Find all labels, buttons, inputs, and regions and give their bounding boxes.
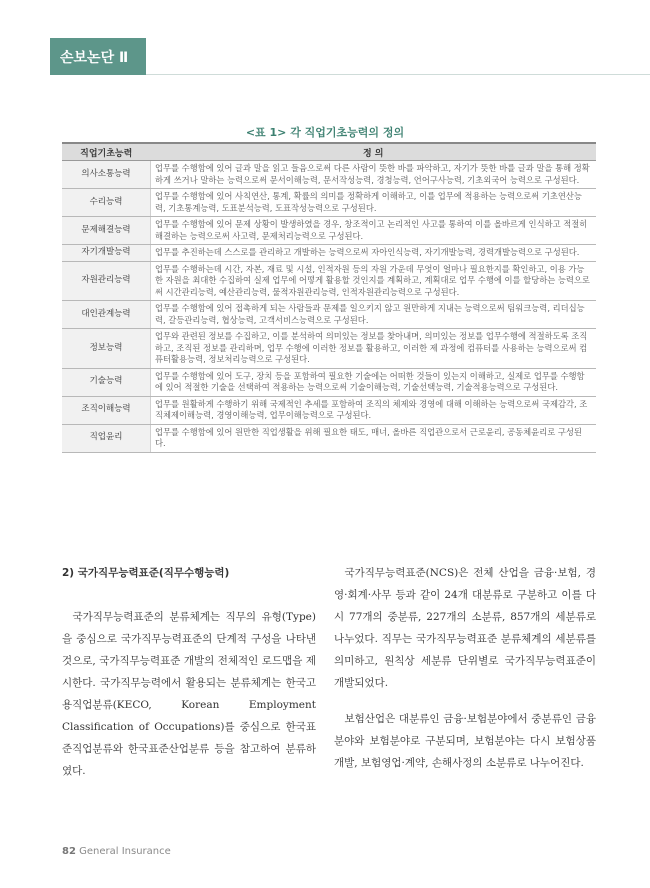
ability-name: 조직이해능력 (62, 396, 151, 424)
table-row (62, 161, 596, 189)
table-row (62, 261, 596, 301)
ability-name: 대인관계능력 (62, 301, 151, 329)
ability-name: 의사소통능력 (62, 161, 151, 189)
ability-definition: 업무를 원활하게 수행하기 위해 국제적인 추세를 포함하여 조직의 체제와 경영에 대해 이해하는 능력으로써 국제감각, 조직체제이해능력, 경영이해능력, 업무이해능력으로 구성된다. (151, 396, 597, 424)
page-footer (62, 846, 171, 857)
ability-definition: 업무를 수행함에 있어 글과 말을 읽고 들음으로써 다른 사람이 뜻한 바를 파악하고, 자기가 뜻한 바를 글과 말을 통해 정확하게 쓰거나 말하는 능력으로써 문서이해능력, 문서작성능력, 경청능력, 언어구사능력, 기초외국어 능력으로 구성된다. (151, 161, 597, 189)
column-header-ability: 직업기초능력 (62, 143, 151, 161)
table-row (62, 217, 596, 245)
body-paragraph: 국가직무능력표준의 분류체계는 직무의 유형(Type)을 중심으로 국가직무능력표준의 단계적 구성을 나타낸 것으로, 국가직무능력표준 개발의 전체적인 로드맵을 제시한다. 국가직무능력에서 활용되는 분류체계는 한국고용직업분류(KECO, Korean Employment Classification of Occupations)를 중심으로 한국표준직업분류와 한국표준산업분류 등을 참고하여 분류하였다. (62, 611, 316, 777)
ability-definition: 업무를 수행함에 있어 문제 상황이 발생하였을 경우, 창조적이고 논리적인 사고를 통하여 이를 올바르게 인식하고 적절히 해결하는 능력으로써 사고력, 문제처리능력으로 구성된다. (151, 217, 597, 245)
body-paragraph: 보험산업은 대분류인 금융·보험분야에서 중분류인 금융분야와 보험분야로 구분되며, 보험분야는 다시 보험상품개발, 보험영업·계약, 손해사정의 소분류로 나누어진다. (334, 713, 596, 769)
ability-definition: 업무와 관련된 정보를 수집하고, 이를 분석하여 의미있는 정보를 찾아내며, 의미있는 정보를 업무수행에 적절하도록 조직하고, 조직된 정보를 관리하며, 업무 수행에 이러한 정보를 활용하고, 이러한 제 과정에 컴퓨터를 사용하는 능력으로써 컴퓨터활용능력, 정보처리능력으로 구성된다. (151, 329, 597, 369)
table-row (62, 396, 596, 424)
ability-name: 수리능력 (62, 189, 151, 217)
page-number: 82 (62, 846, 76, 857)
ability-definition: 업무를 수행함에 있어 원만한 직업생활을 위해 필요한 태도, 매너, 올바른 직업관으로서 근로윤리, 공동체윤리로 구성된다. (151, 424, 597, 452)
header-divider (146, 74, 650, 75)
table-row (62, 329, 596, 369)
table-row (62, 424, 596, 452)
ability-name: 자원관리능력 (62, 261, 151, 301)
left-column (62, 562, 316, 796)
ability-definition: 업무를 추진하는데 스스로를 관리하고 개발하는 능력으로써 자아인식능력, 자기개발능력, 경력개발능력으로 구성된다. (151, 245, 597, 262)
ability-definition: 업무를 수행함에 있어 도구, 장치 등을 포함하여 필요한 기술에는 어떠한 것들이 있는지 이해하고, 실제로 업무를 수행함에 있어 적절한 기술을 선택하여 적용하는 능력으로써 기술이해능력, 기술선택능력, 기술적용능력으로 구성된다. (151, 368, 597, 396)
ability-definition: 업무를 수행하는데 시간, 자본, 재료 및 시설, 인적자원 등의 자원 가운데 무엇이 얼마나 필요한지를 확인하고, 이용 가능한 자원을 최대한 수집하여 실제 업무에 어떻게 활용할 것인지를 계획하고, 계획대로 업무 수행에 이를 할당하는 능력으로써 시간관리능력, 예산관리능력, 물적자원관리능력, 인적자원관리능력으로 구성된다. (151, 261, 597, 301)
section-subheading: 2) 국가직무능력표준(직무수행능력) (62, 567, 230, 579)
ability-name: 직업윤리 (62, 424, 151, 452)
table-header-row (62, 143, 596, 161)
table-row (62, 301, 596, 329)
ability-definition: 업무를 수행함에 있어 사칙연산, 통계, 확률의 의미를 정확하게 이해하고, 이를 업무에 적용하는 능력으로써 기초연산능력, 기초통계능력, 도표분석능력, 도표작성능력으로 구성된다. (151, 189, 597, 217)
ability-definition: 업무를 수행함에 있어 접촉하게 되는 사람들과 문제를 일으키지 않고 원만하게 지내는 능력으로써 팀워크능력, 리더십능력, 갈등관리능력, 협상능력, 고객서비스능력으로 구성된다. (151, 301, 597, 329)
ability-name: 정보능력 (62, 329, 151, 369)
table-title: <표 1> 각 직업기초능력의 정의 (245, 126, 405, 139)
ability-name: 기술능력 (62, 368, 151, 396)
table-row (62, 368, 596, 396)
section-label-text: 손보논단 Ⅱ (60, 49, 129, 66)
ability-name: 자기개발능력 (62, 245, 151, 262)
right-column (334, 562, 596, 788)
section-label (50, 38, 146, 75)
magazine-name: General Insurance (79, 846, 171, 857)
column-header-definition: 정 의 (151, 143, 597, 161)
table-row (62, 189, 596, 217)
ability-name: 문제해결능력 (62, 217, 151, 245)
abilities-table (62, 142, 596, 453)
table-row (62, 245, 596, 262)
body-paragraph: 국가직무능력표준(NCS)은 전체 산업을 금융·보험, 경영·회계·사무 등과 같이 24개 대분류로 구분하고 이를 다시 77개의 중분류, 227개의 소분류, 857개의 세분류로 나누었다. 직무는 국가직무능력표준 분류체계의 세분류를 의미하고, 원칙상 세분류 단위별로 국가직무능력표준이 개발되었다. (334, 567, 596, 689)
